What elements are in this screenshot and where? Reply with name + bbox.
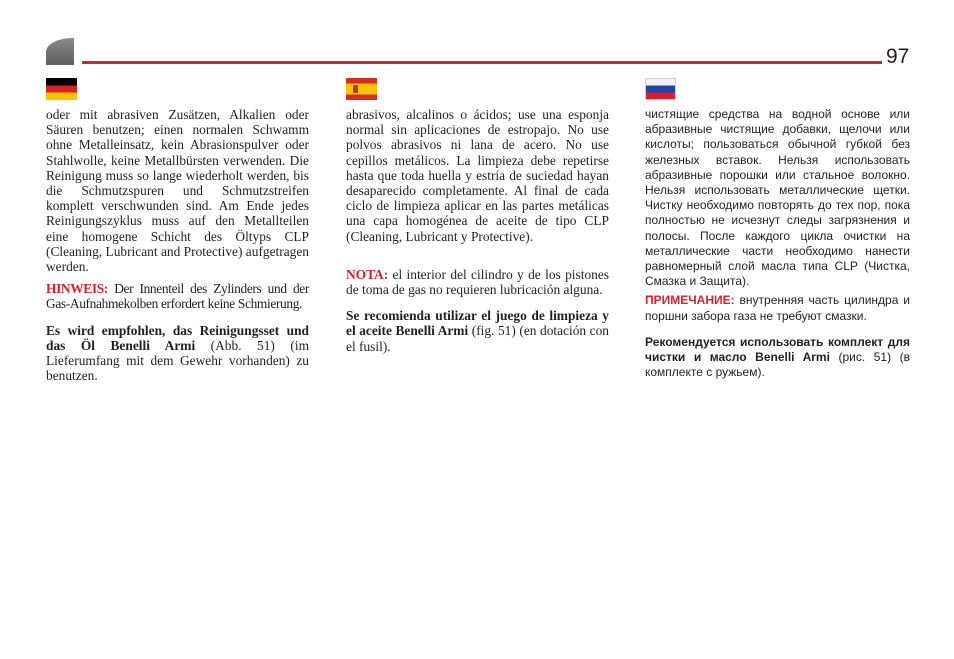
page-number: 97 — [886, 45, 910, 68]
german-recommendation-bold: Es wird empfohlen, das Reinigungsset und das Öl Benelli Armi — [46, 322, 309, 353]
russian-note — [645, 293, 910, 323]
flag-germany-icon — [46, 78, 77, 100]
russian-note-text: внутренняя часть цилиндра и поршни забора газа не требуют смазки. — [645, 293, 910, 323]
spanish-body-text: abrasivos, alcalinos o ácidos; use una esponja normal sin aplicaciones de estropajo. No use polvos abrasivos ni lana de acero. No use cepillos metálicos. La limpieza debe repetirse hasta que toda huella y estría de suciedad hayan desaparecido completamente. Al final de cada ciclo de limpieza aplicar en las partes metálicas una capa homogénea de aceite de tipo CLP (Cleaning, Lubricant y Protective). — [346, 107, 609, 244]
german-body-text: oder mit abrasiven Zusätzen, Alkalien oder Säuren benutzen; einen normalen Schwamm ohne Metalleinsatz, kein Abrasionspulver oder Stahlwolle, keine Metallbürsten verwenden. Die Reinigung muss so lange wiederholt werden, bis die Schmutzspuren und Schmutzstreifen komplett verschwunden sind. Am Ende jedes Reinigungszyklus muss auf den Metallteilen eine homogene Schicht des Öltyps CLP (Cleaning, Lubricant and Protective) aufgetragen werden. — [46, 107, 309, 275]
brand-corner-mark — [46, 38, 74, 65]
flag-russia-icon — [645, 78, 676, 100]
flag-spain-icon — [346, 78, 377, 100]
spanish-note — [346, 267, 609, 297]
header-divider — [82, 61, 882, 64]
russian-recommendation — [645, 335, 910, 381]
german-note-text: Der Innenteil des Zylinders und der Gas-Aufnahmekolben erfordert keine Schmierung. — [46, 281, 309, 312]
german-column — [46, 107, 309, 383]
german-note — [46, 281, 309, 311]
russian-column — [645, 107, 910, 380]
spanish-recommendation-bold: Se recomienda utilizar el juego de limpieza y el aceite Benelli Armi — [346, 308, 609, 339]
german-note-label: HINWEIS: — [46, 281, 108, 297]
russian-body-text: чистящие средства на водной основе или абразивные чистящие добавки, щелочи или кислоты; пользоваться обычной губкой без железных вставок. Нельзя использовать абразивные порошки или стальное волокно. Нельзя использовать металлические щетки. Чистку необходимо повторять до тех пор, пока полностью не исчезнут следы загрязнения и полосы. После каждого цикла очистки на металлические части необходимо нанести равномерный слой масла типа CLP (Чистка, Смазка и Защита). — [645, 107, 910, 289]
spanish-recommendation — [346, 308, 609, 354]
spanish-recommendation-text: (fig. 51) (en dotación con el fusil). — [346, 323, 609, 354]
russian-note-label: ПРИМЕЧАНИЕ: — [645, 293, 735, 308]
russian-recommendation-text: (рис. 51) (в комплекте с ружьем). — [645, 350, 910, 380]
russian-recommendation-bold: Рекомендуется использовать комплект для чистки и масло Benelli Armi — [645, 334, 910, 365]
spanish-note-text: el interior del cilindro y de los pistones de toma de gas no requieren lubricación alguna. — [346, 266, 609, 298]
german-recommendation — [46, 323, 309, 384]
spanish-note-label: NOTA: — [346, 266, 389, 282]
german-recommendation-text: (Abb. 51) (im Lieferumfang mit dem Gewehr vorhanden) zu benutzen. — [46, 337, 309, 384]
spanish-column — [346, 107, 609, 354]
